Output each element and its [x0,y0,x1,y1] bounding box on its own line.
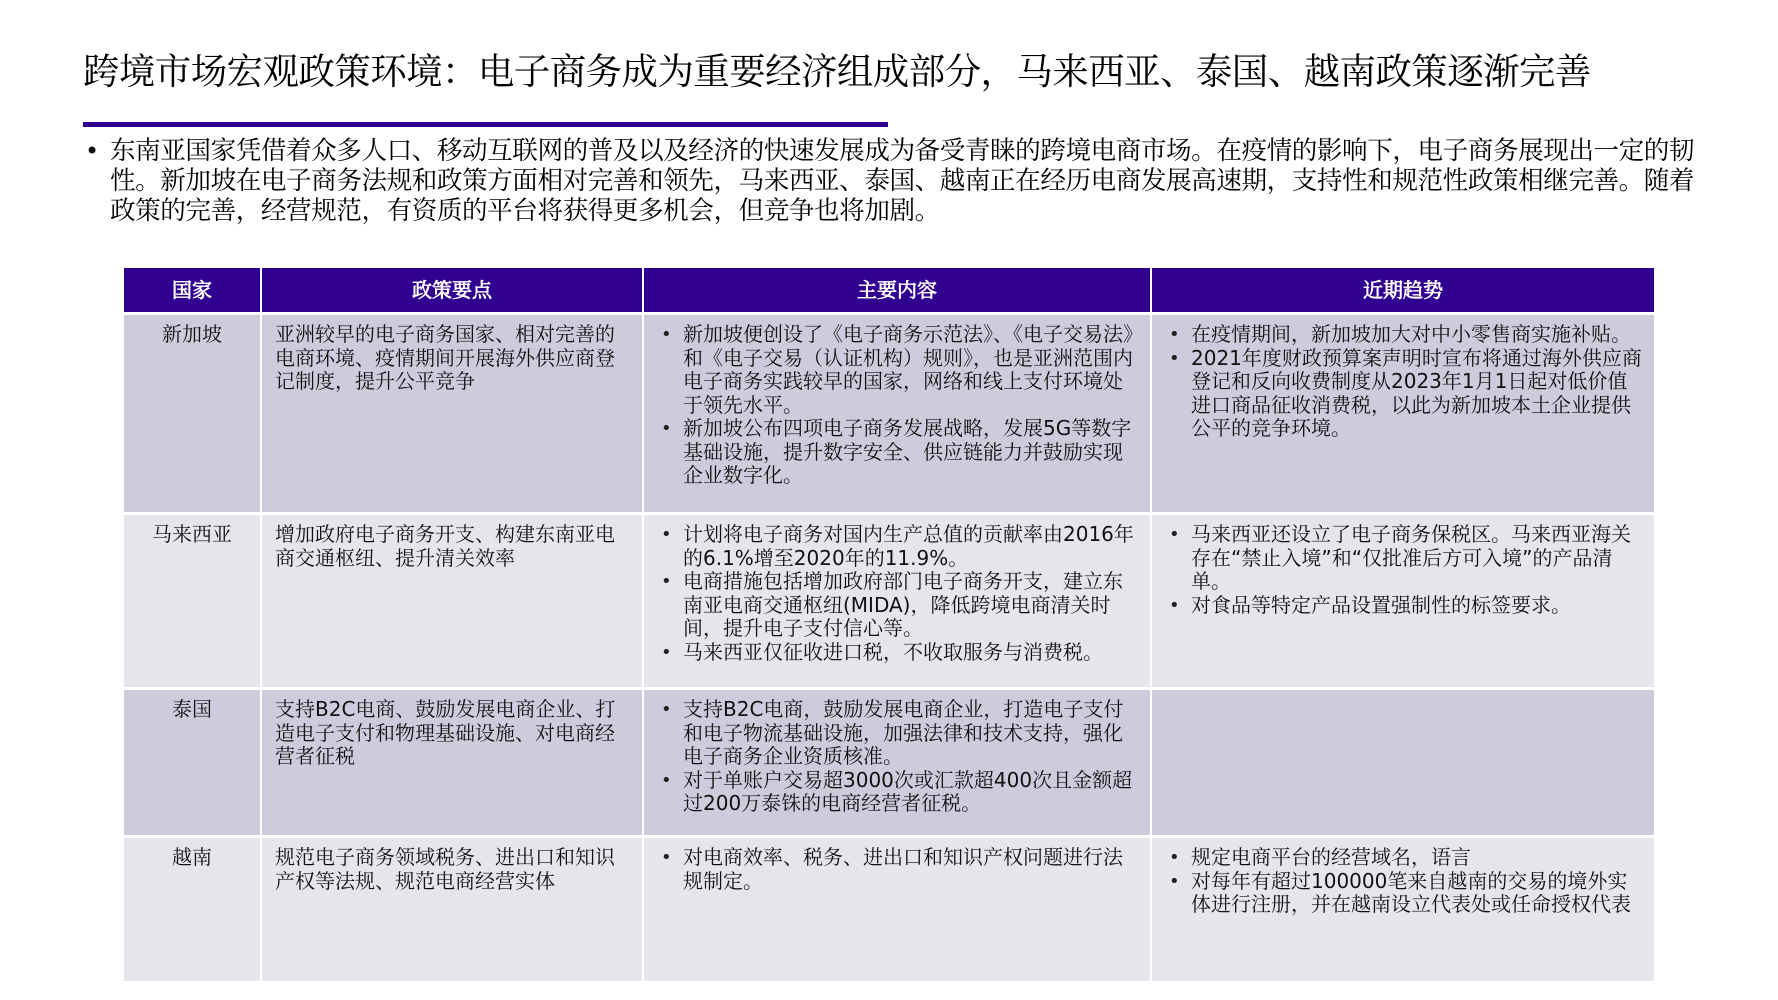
cell-recent-trends-thailand [1152,690,1654,835]
title-underline-bar [83,122,888,127]
list-item: • 对食品等特定产品设置强制性的标签要求。 [1164,594,1642,618]
header-policy-points: 政策要点 [262,268,642,312]
cell-policy-points-thailand: 支持B2C电商、鼓励发展电商企业、打造电子支付和物理基础设施、对电商经营者征税 [262,690,642,835]
cell-recent-trends-singapore [1152,315,1654,512]
list-item: • 新加坡便创设了《电子商务示范法》、《电子交易法》和《电子交易（认证机构）规则》，也是亚洲范围内电子商务实践较早的国家，网络和线上支付环境处于领先水平。 [656,323,1138,417]
list-item: • 马来西亚仅征收进口税，不收取服务与消费税。 [656,641,1138,665]
cell-country-singapore: 新加坡 [124,315,260,512]
bullet-dot-icon: • [85,137,100,165]
list-item: • 对电商效率、税务、进出口和知识产权问题进行法规制定。 [656,846,1138,893]
cell-country-malaysia: 马来西亚 [124,515,260,687]
cell-recent-trends-vietnam [1152,838,1654,981]
list-item: • 2021年度财政预算案声明时宣布将通过海外供应商登记和反向收费制度从2023年1月1日起对低价值进口商品征收消费税，以此为新加坡本土企业提供公平的竞争环境。 [1164,347,1642,441]
intro-bullet [83,136,1703,226]
cell-main-content-malaysia [644,515,1150,687]
cell-country-vietnam: 越南 [124,838,260,981]
header-recent-trends: 近期趋势 [1152,268,1654,312]
page-title: 跨境市场宏观政策环境：电子商务成为重要经济组成部分，马来西亚、泰国、越南政策逐渐完善 [83,50,1591,93]
list-item: • 电商措施包括增加政府部门电子商务开支，建立东南亚电商交通枢纽(MIDA)，降低跨境电商清关时间，提升电子支付信心等。 [656,570,1138,641]
policy-table [124,268,1654,981]
list-item: • 新加坡公布四项电子商务发展战略，发展5G等数字基础设施，提升数字安全、供应链能力并鼓励实现企业数字化。 [656,417,1138,488]
cell-country-thailand: 泰国 [124,690,260,835]
list-item: • 对于单账户交易超3000次或汇款超400次且金额超过200万泰铢的电商经营者征税。 [656,769,1138,816]
list-item: • 在疫情期间，新加坡加大对中小零售商实施补贴。 [1164,323,1642,347]
cell-main-content-vietnam [644,838,1150,981]
cell-main-content-singapore [644,315,1150,512]
cell-policy-points-malaysia: 增加政府电子商务开支、构建东南亚电商交通枢纽、提升清关效率 [262,515,642,687]
cell-main-content-thailand [644,690,1150,835]
cell-policy-points-singapore: 亚洲较早的电子商务国家、相对完善的电商环境、疫情期间开展海外供应商登记制度，提升公平竞争 [262,315,642,512]
cell-policy-points-vietnam: 规范电子商务领域税务、进出口和知识产权等法规、规范电商经营实体 [262,838,642,981]
list-item: • 规定电商平台的经营域名，语言 [1164,846,1642,870]
header-country: 国家 [124,268,260,312]
header-main-content: 主要内容 [644,268,1150,312]
cell-recent-trends-malaysia [1152,515,1654,687]
list-item: • 支持B2C电商，鼓励发展电商企业，打造电子支付和电子物流基础设施，加强法律和技术支持，强化电子商务企业资质核准。 [656,698,1138,769]
list-item: • 计划将电子商务对国内生产总值的贡献率由2016年的6.1%增至2020年的11.9%。 [656,523,1138,570]
intro-text: 东南亚国家凭借着众多人口、移动互联网的普及以及经济的快速发展成为备受青睐的跨境电商市场。在疫情的影响下，电子商务展现出一定的韧性。新加坡在电子商务法规和政策方面相对完善和领先，马来西亚、泰国、越南正在经历电商发展高速期，支持性和规范性政策相继完善。随着政策的完善，经营规范，有资质的平台将获得更多机会，但竞争也将加剧。 [110,136,1695,226]
list-item: • 马来西亚还设立了电子商务保税区。马来西亚海关存在“禁止入境”和“仅批准后方可入境”的产品清单。 [1164,523,1642,594]
list-item: • 对每年有超过100000笔来自越南的交易的境外实体进行注册，并在越南设立代表处或任命授权代表 [1164,870,1642,917]
